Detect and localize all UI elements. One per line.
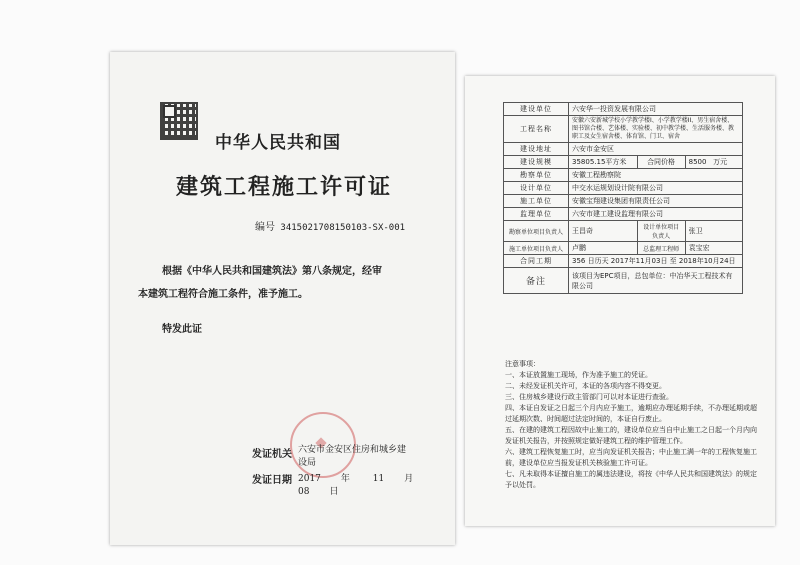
cell-key: 设计单位项目负责人 xyxy=(637,221,685,242)
note-item: 一、本证放置施工现场，作为准予施工的凭证。 xyxy=(505,371,652,379)
permit-title: 建筑工程施工许可证 xyxy=(176,174,393,200)
table-row xyxy=(504,156,743,169)
authorization-paragraph xyxy=(138,260,438,306)
issue-day-unit: 日 xyxy=(329,487,339,497)
cell-value: 安徽六安新城学校小学教学楼I、小学教学楼II、男生宿舍楼、图书馆合楼、艺体楼、实验楼、初中教学楼、生活服务楼、教职工及女生宿舍楼、体育馆、门卫、宿舍 xyxy=(569,116,743,143)
cell-value: 王昌奇 xyxy=(569,221,638,242)
table-row xyxy=(504,169,743,182)
cell-key: 合同工期 xyxy=(504,255,569,268)
table-row xyxy=(504,221,743,242)
project-info-table xyxy=(503,102,743,294)
serial-number xyxy=(255,218,405,233)
cell-value: 35805.15平方米 xyxy=(569,156,638,169)
paragraph-line-1: 根据《中华人民共和国建筑法》第八条规定，经审 xyxy=(162,266,382,277)
note-item: 七、凡未取得本证擅自施工的属违法建设，将按《中华人民共和国建筑法》的规定予以处罚。 xyxy=(505,470,757,489)
cell-value: 安徽宝翔建设集团有限责任公司 xyxy=(569,195,743,208)
qr-code-icon xyxy=(160,102,198,140)
cell-key: 监理单位 xyxy=(504,208,569,221)
cell-key: 建设单位 xyxy=(504,103,569,116)
cell-key: 备注 xyxy=(504,268,569,294)
issue-year: 2017 xyxy=(298,474,321,484)
table-row xyxy=(504,195,743,208)
price-unit: 万元 xyxy=(713,158,728,166)
note-item: 五、在建的建筑工程因故中止施工的，建设单位应当自中止施工之日起一个月内向发证机关报告，并按照规定做好建筑工程的维护管理工作。 xyxy=(505,426,757,445)
issuer-label: 发证机关 xyxy=(252,449,292,460)
cell-key: 合同价格 xyxy=(637,156,685,169)
cell-key: 设计单位 xyxy=(504,182,569,195)
permit-right-page xyxy=(465,76,775,526)
note-item: 六、建筑工程恢复施工时，应当向发证机关报告；中止施工满一年的工程恢复施工前，建设单位应当报发证机关核验施工许可证。 xyxy=(505,448,757,467)
notes-title: 注意事项： xyxy=(505,360,540,368)
note-item: 三、住房城乡建设行政主管部门可以对本证进行查验。 xyxy=(505,393,673,401)
cell-key: 勘察单位 xyxy=(504,169,569,182)
cell-value: 356 日历天 2017年11月03日 至 2018年10月24日 xyxy=(569,255,743,268)
table-row xyxy=(504,143,743,156)
note-item: 二、未经发证机关许可，本证的各项内容不得变更。 xyxy=(505,382,666,390)
table-row xyxy=(504,116,743,143)
cell-value: 张卫 xyxy=(685,221,742,242)
paragraph-line-2: 本建筑工程符合施工条件，准予施工。 xyxy=(138,289,308,300)
issue-year-unit: 年 xyxy=(340,474,350,484)
table-row xyxy=(504,103,743,116)
cell-value: 安徽工程勘察院 xyxy=(569,169,743,182)
country-name: 中华人民共和国 xyxy=(215,133,341,153)
notes-section xyxy=(505,359,760,491)
issue-day: 08 xyxy=(298,487,310,497)
cell-key: 工程名称 xyxy=(504,116,569,143)
serial-value: 3415021708150103-SX-001 xyxy=(280,223,406,233)
permit-left-page xyxy=(110,52,455,545)
issue-month-unit: 月 xyxy=(404,474,414,484)
cell-value: 该项目为EPC项目，总包单位：中冶华天工程技术有限公司 xyxy=(569,268,743,294)
cell-key: 施工单位项目负责人 xyxy=(504,242,569,255)
issue-date-label: 发证日期 xyxy=(252,475,292,486)
table-row xyxy=(504,268,743,294)
cell-key: 建设规模 xyxy=(504,156,569,169)
issue-date xyxy=(298,471,455,497)
cell-value: 袁宝宏 xyxy=(685,242,742,255)
cell-value: 六安市建工建设监理有限公司 xyxy=(569,208,743,221)
cell-key: 勘察单位项目负责人 xyxy=(504,221,569,242)
table-row xyxy=(504,255,743,268)
serial-label: 编号 xyxy=(255,222,275,233)
cell-key: 建设地址 xyxy=(504,143,569,156)
cell-value: 六安市金安区 xyxy=(569,143,743,156)
issued-statement: 特发此证 xyxy=(162,324,202,335)
table-row xyxy=(504,242,743,255)
table-row xyxy=(504,208,743,221)
issue-month: 11 xyxy=(372,474,385,484)
table-row xyxy=(504,182,743,195)
cell-value xyxy=(685,156,742,169)
cell-value: 中交水运规划设计院有限公司 xyxy=(569,182,743,195)
issuer-value: 六安市金安区住房和城乡建设局 xyxy=(298,445,407,468)
cell-value: 卢鹏 xyxy=(569,242,638,255)
cell-key: 施工单位 xyxy=(504,195,569,208)
price-value: 8500 xyxy=(688,158,707,166)
note-item: 四、本证自发证之日起三个月内应予施工，逾期应办理延期手续，不办理延期或超过延期次数、时间超过法定时间的，本证自行废止。 xyxy=(505,404,757,423)
cell-key: 总监理工程师 xyxy=(637,242,685,255)
cell-value: 六安华一投资发展有限公司 xyxy=(569,103,743,116)
